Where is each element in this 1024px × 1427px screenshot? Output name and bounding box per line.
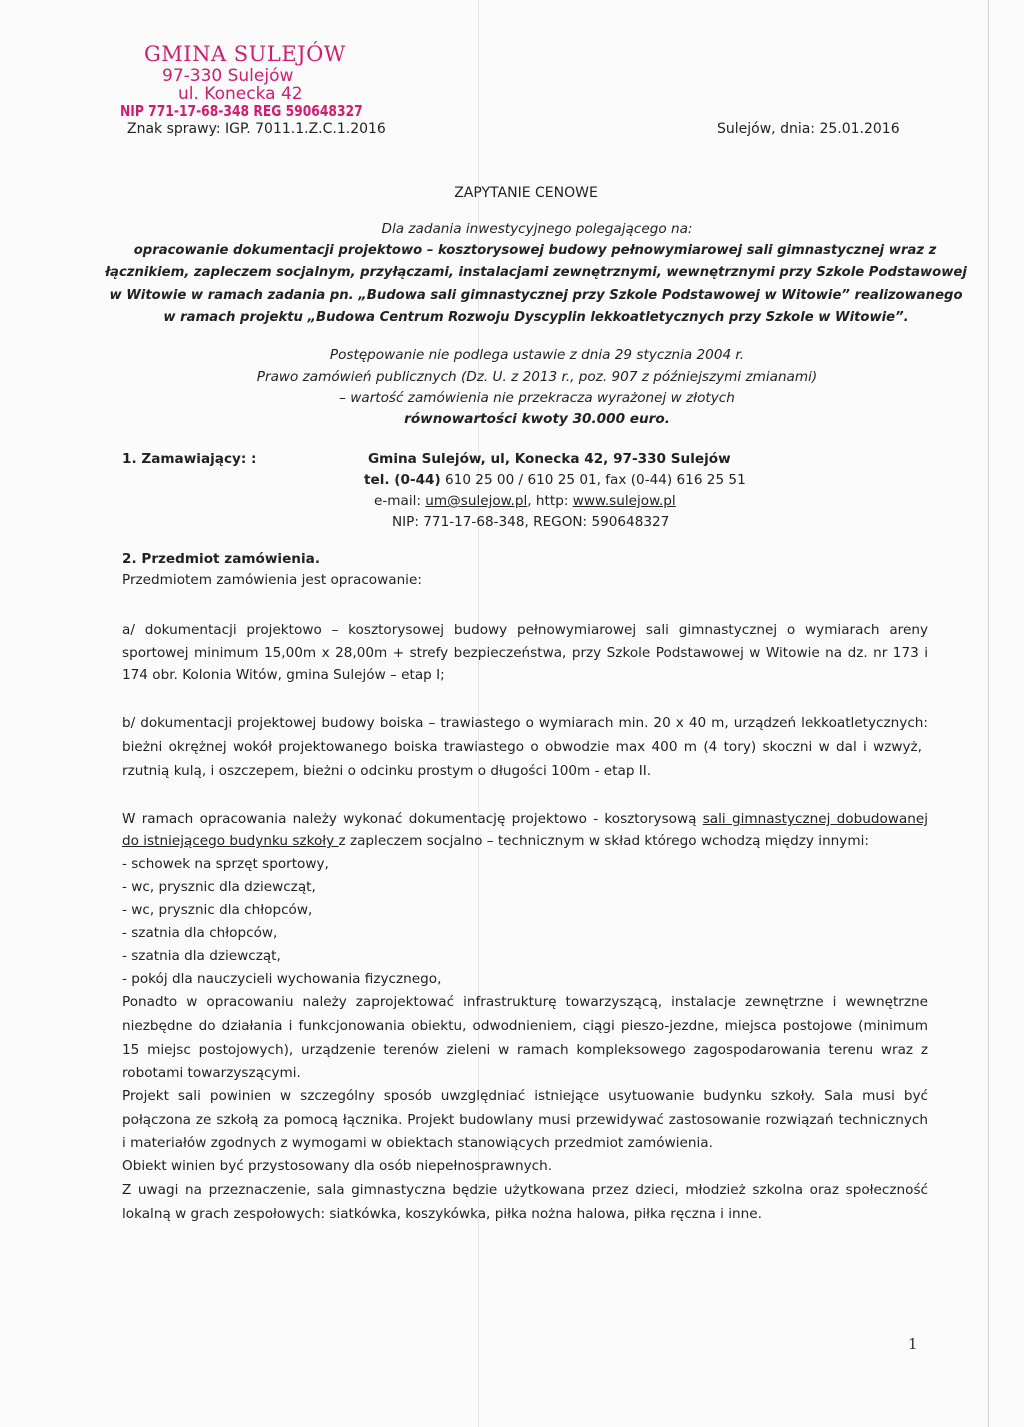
page-edge bbox=[988, 0, 989, 1427]
item-b-line-3: rzutnią kulą, i oszczepem, bieżni o odcinku prostym o długości 100m - etap II. bbox=[122, 763, 652, 779]
item-a-line-1: a/ dokumentacji projektowo – kosztorysowej budowy pełnowymiarowej sali gimnastycznej o wymiarach areny bbox=[122, 622, 928, 638]
usage-line-1: Z uwagi na przeznaczenie, sala gimnastyczna będzie użytkowana przez dzieci, młodzież szkolna oraz społeczność bbox=[122, 1182, 928, 1198]
website-link[interactable]: www.sulejow.pl bbox=[572, 493, 676, 509]
legal-line-3: – wartość zamówienia nie przekracza wyrażonej w złotych bbox=[339, 390, 735, 406]
http-label: , http: bbox=[527, 493, 573, 509]
document-title: ZAPYTANIE CENOWE bbox=[454, 185, 598, 201]
case-reference: Znak sprawy: IGP. 7011.1.Z.C.1.2016 bbox=[127, 121, 386, 137]
item-a-line-3: 174 obr. Kolonia Witów, gmina Sulejów – etap I; bbox=[122, 667, 445, 683]
page-number: 1 bbox=[908, 1335, 918, 1353]
para-infra-line-3: 15 miejsc postojowych), urządzenie terenów zieleni w ramach kompleksowego zagospodarowania terenu wraz z bbox=[122, 1042, 928, 1058]
list-item: - pokój dla nauczycieli wychowania fizycznego, bbox=[122, 971, 442, 987]
scope-line-2 bbox=[122, 833, 869, 849]
intro-line-4: w Witowie w ramach zadania pn. „Budowa sali gimnastycznej przy Szkole Podstawowej w Witowie” realizowanego bbox=[109, 288, 963, 303]
email-label: e-mail: bbox=[374, 493, 426, 509]
section-1-heading: 1. Zamawiający: : bbox=[122, 451, 257, 467]
legal-line-1: Postępowanie nie podlega ustawie z dnia 29 stycznia 2004 r. bbox=[329, 347, 745, 363]
intro-line-3: łącznikiem, zapleczem socjalnym, przyłączami, instalacjami zewnętrznymi, wewnętrznymi przy Szkole Podstawowej bbox=[105, 265, 967, 280]
item-b-line-2: bieżni okrężnej wokół projektowanego boiska trawiastego o obwodzie max 400 m (4 tory) skoczni w dal i wzwyż, bbox=[122, 739, 922, 755]
email-link[interactable]: um@sulejow.pl bbox=[425, 493, 528, 509]
legal-line-4: równowartości kwoty 30.000 euro. bbox=[404, 411, 670, 427]
para-design-line-2: połączona ze szkołą za pomocą łącznika. Projekt budowlany musi przewidywać zastosowanie rozwiązań technicznych bbox=[122, 1112, 928, 1128]
list-item: - schowek na sprzęt sportowy, bbox=[122, 856, 329, 872]
section-2-lead: Przedmiotem zamówienia jest opracowanie: bbox=[122, 572, 422, 588]
phone-label: tel. (0-44) bbox=[364, 472, 441, 488]
place-date: Sulejów, dnia: 25.01.2016 bbox=[717, 121, 900, 137]
intro-line-1: Dla zadania inwestycyjnego polegającego na: bbox=[381, 221, 693, 237]
para-infra-line-2: niezbędne do działania i funkcjonowania obiektu, odwodnieniem, ciągi pieszo-jezdne, miejsca postojowe (minimum bbox=[122, 1018, 928, 1034]
list-item: - wc, prysznic dla chłopców, bbox=[122, 902, 313, 918]
scope-text-2: z zapleczem socjalno – technicznym w skład którego wchodzą między innymi: bbox=[338, 833, 869, 849]
stamp-line-4: NIP 771-17-68-348 REG 590648327 bbox=[120, 102, 363, 120]
tax-ids: NIP: 771-17-68-348, REGON: 590648327 bbox=[392, 514, 670, 530]
para-design-line-3: i materiałów zgodnych z wymogami w obiektach stanowiących przedmiot zamówienia. bbox=[122, 1135, 713, 1151]
intro-line-2: opracowanie dokumentacji projektowo – kosztorysowej budowy pełnowymiarowej sali gimnastycznej wraz z bbox=[133, 243, 937, 258]
legal-line-2: Prawo zamówień publicznych (Dz. U. z 2013 r., poz. 907 z późniejszymi zmianami) bbox=[256, 369, 818, 385]
list-item: - szatnia dla chłopców, bbox=[122, 925, 278, 941]
contracting-authority-name: Gmina Sulejów, ul, Konecka 42, 97-330 Sulejów bbox=[368, 451, 731, 467]
intro-line-5: w ramach projektu „Budowa Centrum Rozwoju Dyscyplin lekkoatletycznych przy Szkole w Witowie”. bbox=[163, 310, 909, 325]
section-2-heading: 2. Przedmiot zamówienia. bbox=[122, 551, 320, 567]
scope-line-1 bbox=[122, 811, 928, 827]
contact-phone bbox=[364, 472, 746, 488]
item-a-line-2: sportowej minimum 15,00m x 28,00m + strefy bezpieczeństwa, przy Szkole Podstawowej w Witowie na dz. nr 173 i bbox=[122, 645, 928, 661]
scope-text: W ramach opracowania należy wykonać dokumentację projektowo - kosztorysową bbox=[122, 811, 703, 827]
usage-line-2: lokalną w grach zespołowych: siatkówka, koszykówka, piłka nożna halowa, piłka ręczna i inne. bbox=[122, 1206, 762, 1222]
stamp-line-3: ul. Konecka 42 bbox=[178, 84, 303, 104]
list-item: - wc, prysznic dla dziewcząt, bbox=[122, 879, 316, 895]
scope-underlined-1: sali gimnastycznej dobudowanej bbox=[702, 811, 928, 827]
phone-fax-numbers: 610 25 00 / 610 25 01, fax (0-44) 616 25 51 bbox=[440, 472, 746, 488]
stamp-line-2: 97-330 Sulejów bbox=[162, 66, 294, 86]
para-infra-line-1: Ponadto w opracowaniu należy zaprojektować infrastrukturę towarzyszącą, instalacje zewnętrzne i wewnętrzne bbox=[122, 994, 928, 1010]
list-item: - szatnia dla dziewcząt, bbox=[122, 948, 281, 964]
scope-underlined-2: do istniejącego budynku szkoły bbox=[122, 833, 339, 849]
contact-email-web bbox=[374, 493, 676, 509]
para-design-line-1: Projekt sali powinien w szczególny sposób uwzględniać istniejące usytuowanie budynku szkoły. Sala musi być bbox=[122, 1088, 928, 1104]
stamp-line-1: GMINA SULEJÓW bbox=[144, 42, 346, 66]
para-infra-line-4: robotami towarzyszącymi. bbox=[122, 1065, 301, 1081]
item-b-line-1: b/ dokumentacji projektowej budowy boiska – trawiastego o wymiarach min. 20 x 40 m, urządzeń lekkoatletycznych: bbox=[122, 715, 928, 731]
accessibility-line: Obiekt winien być przystosowany dla osób niepełnosprawnych. bbox=[122, 1158, 553, 1174]
